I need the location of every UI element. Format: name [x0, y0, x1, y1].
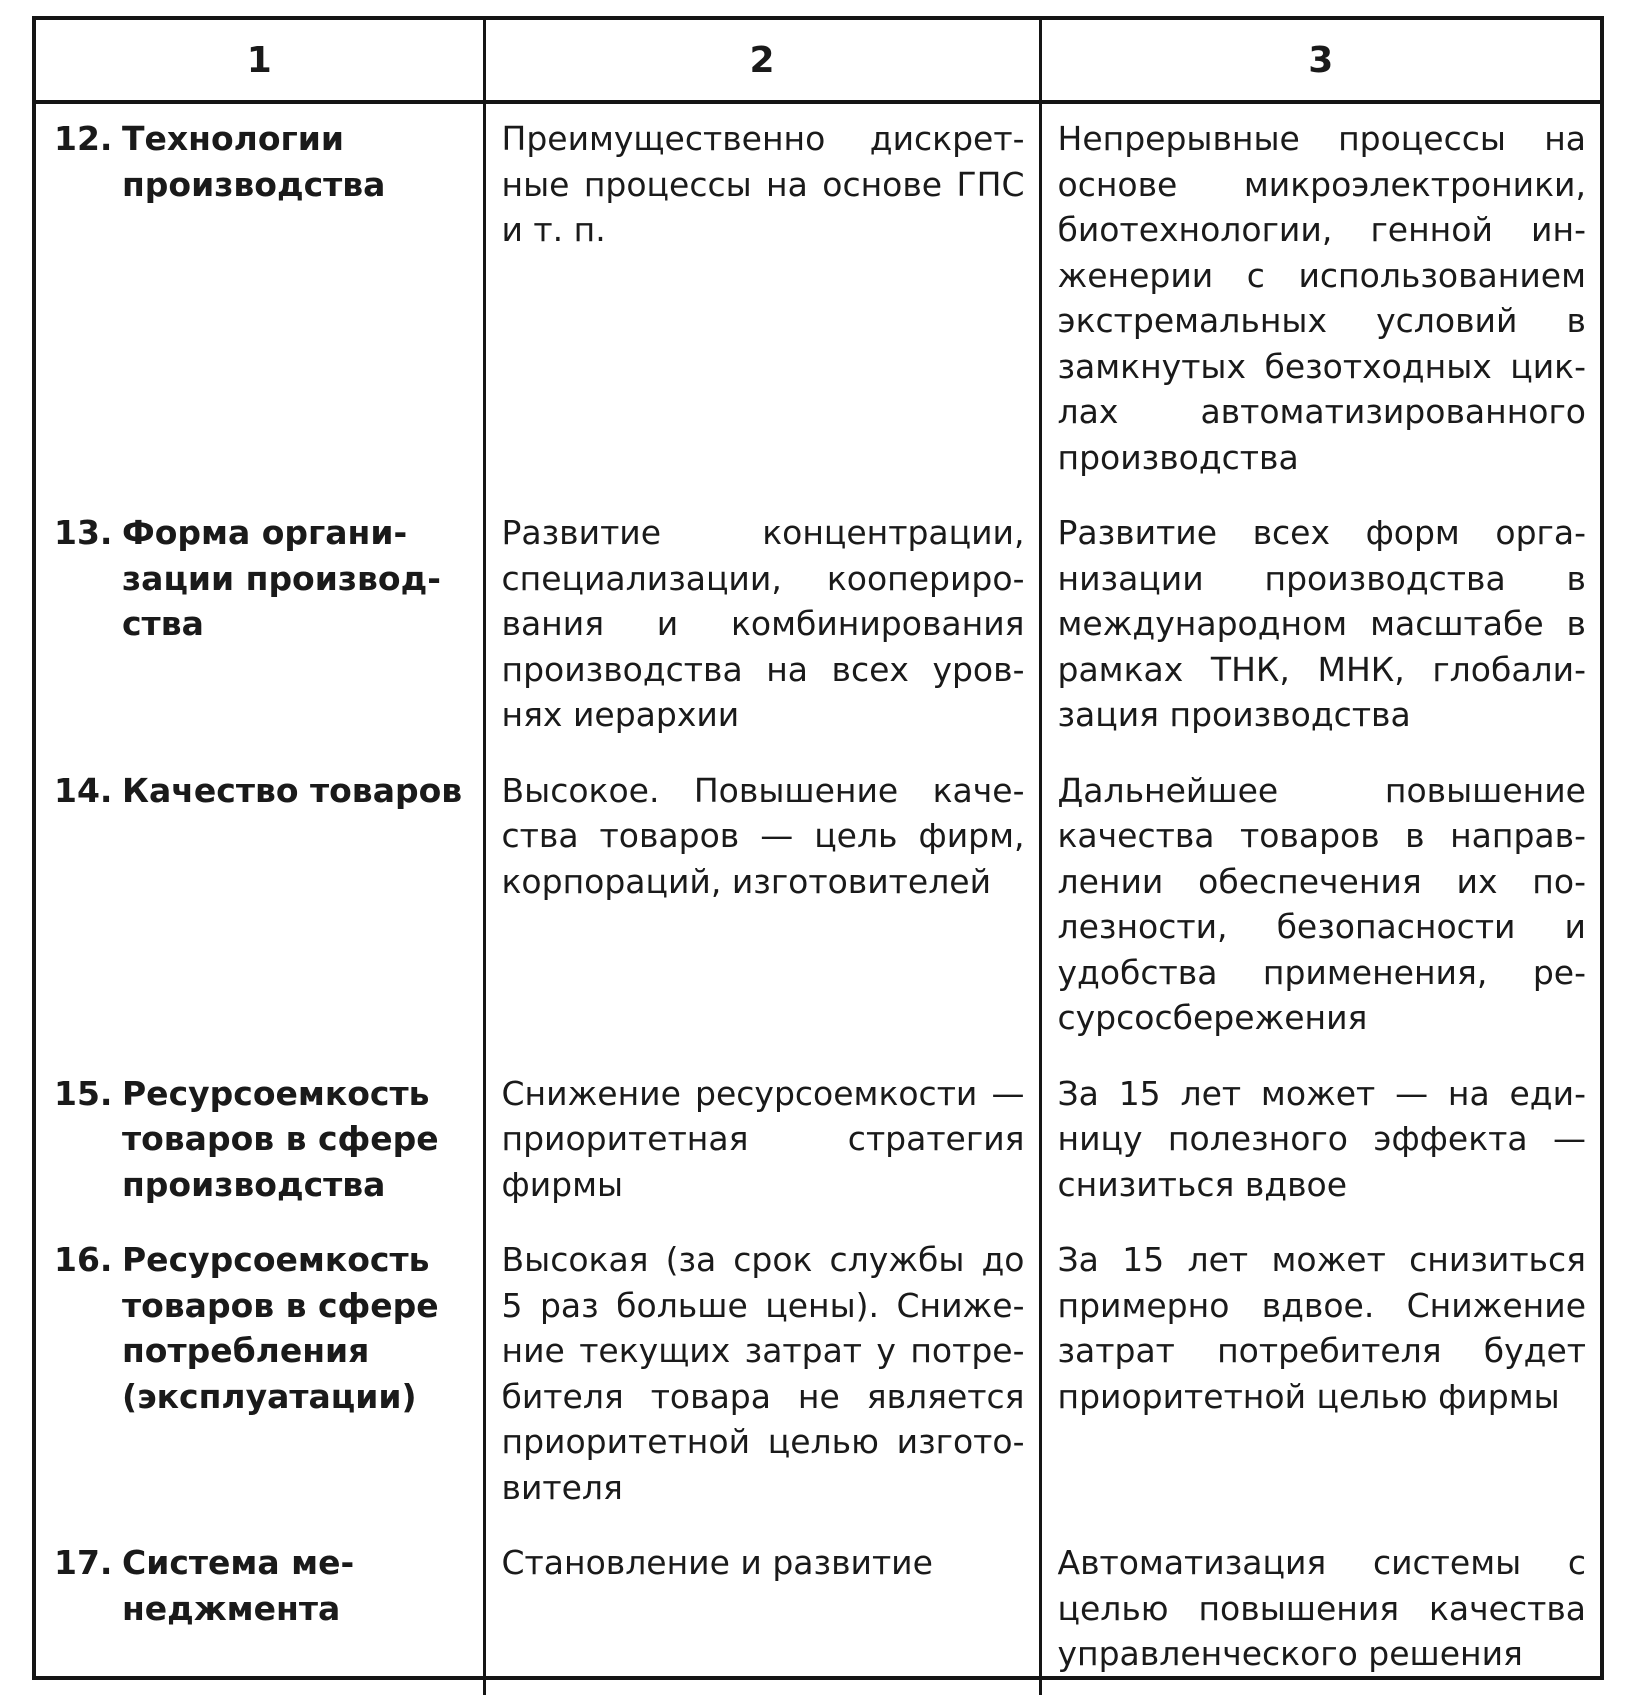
row-cell-col3: За 15 лет может — на единицу полезного эффекта — снизиться вдвое: [1040, 1059, 1600, 1226]
row-criterion: [36, 1059, 484, 1226]
row-number: 17.: [54, 1543, 113, 1582]
row-title: Ресурсоемкость товаров в сфере производства: [122, 1073, 439, 1204]
row-number: 15.: [54, 1073, 113, 1113]
table-row: [36, 1059, 1600, 1226]
column-header-2: 2: [484, 20, 1040, 102]
table-row: [36, 498, 1600, 756]
row-criterion: [36, 756, 484, 1059]
row-cell-col3: За 15 лет может снизиться примерно вдвое. Снижение затрат потребителя будет приоритетной целью фирмы: [1040, 1225, 1600, 1528]
row-criterion: [36, 1528, 484, 1695]
row-cell-col3: Непрерывные процессы на основе микроэлектроники, биотехнологии, генной инженерии с использованием экстремальных условий в замкнутых безотходных циклах автоматизированного производства: [1040, 102, 1600, 498]
column-header-3: 3: [1040, 20, 1600, 102]
row-criterion: [36, 1225, 484, 1528]
row-cell-col3: Развитие всех форм организации производства в международном масштабе в рамках ТНК, МНК, глобализация производства: [1040, 498, 1600, 756]
row-number: 13.: [54, 513, 113, 552]
table-row: [36, 1528, 1600, 1695]
row-criterion: [36, 102, 484, 498]
row-cell-col2: Высокая (за срок службы до 5 раз больше цены). Снижение текущих затрат у потребителя товара не является приоритетной целью изготовителя: [484, 1225, 1040, 1528]
table-row: [36, 756, 1600, 1059]
comparison-table-frame: [32, 16, 1604, 1680]
row-number: 14.: [54, 770, 113, 810]
table-row: [36, 1225, 1600, 1528]
row-title: Форма организации производства: [122, 513, 441, 643]
row-number: 16.: [54, 1240, 113, 1279]
row-cell-col2: Снижение ресурсоемкости — приоритетная стратегия фирмы: [484, 1059, 1040, 1226]
row-cell-col2: Преимущественно дискретные процессы на основе ГПС и т. п.: [484, 102, 1040, 498]
row-cell-col3: Автоматизация системы с целью повышения качества управленческого решения: [1040, 1528, 1600, 1695]
row-title: Система менеджмента: [122, 1543, 355, 1628]
row-criterion: [36, 498, 484, 756]
row-number: 12.: [54, 119, 113, 158]
row-title: Качество товаров: [122, 770, 463, 810]
comparison-table: [36, 20, 1600, 1695]
row-cell-col2: Становление и развитие: [484, 1528, 1040, 1695]
row-title: Технологии производства: [122, 119, 386, 204]
row-cell-col3: Дальнейшее повышение качества товаров в направлении обеспечения их полезности, безопасности и удобства применения, ресурсосбережения: [1040, 756, 1600, 1059]
table-row: [36, 102, 1600, 498]
row-title: Ресурсоемкость товаров в сфере потребления (эксплуатации): [122, 1240, 439, 1416]
column-header-1: 1: [36, 20, 484, 102]
header-row: [36, 20, 1600, 102]
row-cell-col2: Развитие концентрации, специализации, кооперирования и комбинирования производства на всех уровнях иерархии: [484, 498, 1040, 756]
row-cell-col2: Высокое. Повышение качества товаров — цель фирм, корпораций, изготовителей: [484, 756, 1040, 1059]
